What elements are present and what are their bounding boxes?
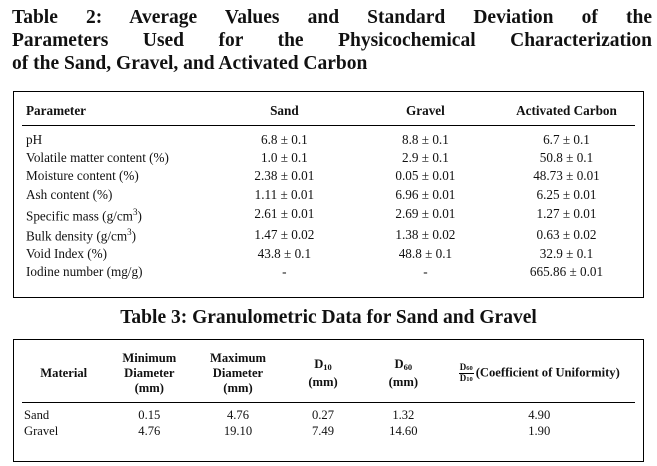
header-line: Diameter	[124, 366, 175, 380]
header-unit: (mm)	[388, 375, 419, 389]
table3	[22, 347, 635, 439]
parameter-text: Specific mass (g/cm	[26, 207, 133, 223]
table2-caption-line: Parameters Used for the Physicochemical Characterization	[12, 30, 652, 51]
gravel-cell: 2.69 ± 0.01	[395, 206, 456, 222]
coefficient-label: (Coefficient of Uniformity)	[475, 365, 620, 380]
carbon-cell: 48.73 ± 0.01	[533, 168, 600, 184]
sand-cell: 43.8 ± 0.1	[257, 246, 312, 262]
header-unit: (mm)	[308, 375, 338, 389]
header-line: Minimum	[122, 351, 177, 365]
table-row	[22, 204, 635, 224]
sand-cell: 2.38 ± 0.01	[254, 168, 315, 184]
table-row	[22, 224, 635, 244]
gravel-cell: 0.05 ± 0.01	[395, 168, 456, 184]
fraction-denominator	[459, 374, 474, 384]
header-line: (mm)	[223, 381, 253, 395]
sand-cell: -	[282, 264, 287, 280]
table3-caption: Table 3: Granulometric Data for Sand and Gravel	[120, 307, 537, 328]
carbon-cell: 6.7 ± 0.1	[543, 131, 590, 147]
table2	[22, 100, 635, 281]
superscript: 3	[132, 206, 138, 217]
table2-header-sand: Sand	[216, 100, 353, 126]
table2-caption-line: Table 2: Average Values and Standard Deviation of the	[12, 7, 652, 28]
table2-frame	[13, 91, 644, 298]
table2-header-carbon: Activated Carbon	[498, 100, 635, 126]
table3-frame	[13, 339, 644, 462]
gravel-cell: 48.8 ± 0.1	[398, 246, 453, 262]
coefficient-cell: 1.90	[528, 424, 551, 438]
fraction-symbol: D	[459, 362, 467, 372]
max-diameter-cell: 4.76	[226, 408, 249, 422]
sand-cell: 1.11 ± 0.01	[254, 186, 315, 202]
d60-cell: 14.60	[389, 424, 418, 438]
fraction-symbol: D	[459, 373, 467, 383]
d10-cell: 0.27	[311, 408, 335, 422]
parameter-cell: pH	[26, 131, 43, 147]
subscript: 60	[403, 362, 413, 372]
header-symbol: D	[314, 357, 324, 371]
material-cell: Sand	[24, 408, 50, 422]
table2-header-gravel: Gravel	[353, 100, 498, 126]
subscript: 10	[466, 376, 473, 383]
table-row	[22, 263, 635, 281]
d10-cell: 7.49	[311, 424, 335, 438]
sand-cell: 1.0 ± 0.1	[260, 150, 308, 166]
sand-cell: 1.47 ± 0.02	[254, 226, 315, 242]
parameter-cell: Volatile matter content (%)	[26, 150, 169, 166]
gravel-cell: 8.8 ± 0.1	[402, 131, 449, 147]
d60-cell: 1.32	[392, 408, 415, 422]
table3-header-min-diameter	[105, 347, 193, 403]
carbon-cell: 0.63 ± 0.02	[536, 226, 597, 242]
carbon-cell: 1.27 ± 0.01	[536, 206, 597, 222]
subscript: 10	[323, 362, 332, 372]
min-diameter-cell: 4.76	[138, 424, 161, 438]
sand-cell: 6.8 ± 0.1	[260, 131, 308, 147]
table-row	[22, 244, 635, 262]
superscript: 3	[127, 226, 132, 237]
parameter-cell: Void Index (%)	[26, 246, 108, 262]
parameter-cell	[22, 204, 216, 224]
coefficient-cell: 4.90	[528, 408, 551, 422]
table3-header-row	[22, 347, 635, 403]
carbon-cell: 50.8 ± 0.1	[539, 150, 594, 166]
d60-over-d10-fraction	[459, 363, 474, 384]
table2-header-parameter: Parameter	[22, 100, 216, 126]
parameter-cell: Iodine number (mg/g)	[26, 264, 143, 280]
header-line: Diameter	[212, 366, 264, 380]
max-diameter-cell: 19.10	[223, 424, 253, 438]
table2-header-row	[22, 100, 635, 126]
table2-caption-line: of the Sand, Gravel, and Activated Carbon	[12, 53, 368, 74]
table3-header-max-diameter	[193, 347, 283, 403]
parameter-cell: Moisture content (%)	[26, 168, 139, 184]
carbon-cell: 6.25 ± 0.01	[536, 186, 597, 202]
table3-header-d10	[283, 347, 363, 403]
sand-cell: 2.61 ± 0.01	[254, 206, 315, 222]
header-symbol: D	[394, 357, 404, 371]
table-row	[22, 126, 635, 149]
gravel-cell: -	[423, 264, 428, 280]
table2-caption	[12, 6, 652, 75]
table-row	[22, 167, 635, 185]
table3-header-d60	[363, 347, 443, 403]
parameter-cell	[22, 224, 216, 244]
parameter-text-end: )	[137, 207, 142, 223]
header-line: Maximum	[210, 351, 266, 365]
carbon-cell: 665.86 ± 0.01	[529, 264, 604, 280]
table-row	[22, 423, 635, 439]
parameter-text-end: )	[131, 228, 137, 244]
table3-header-material: Material	[22, 347, 105, 403]
min-diameter-cell: 0.15	[138, 408, 161, 422]
material-cell: Gravel	[24, 424, 59, 438]
gravel-cell: 1.38 ± 0.02	[395, 226, 456, 242]
table-row	[22, 185, 635, 203]
carbon-cell: 32.9 ± 0.1	[539, 246, 594, 262]
parameter-text: Bulk density (g/cm	[26, 228, 128, 244]
gravel-cell: 6.96 ± 0.01	[395, 186, 456, 202]
table3-header-coefficient	[444, 347, 635, 403]
subscript: 60	[466, 365, 473, 372]
gravel-cell: 2.9 ± 0.1	[402, 150, 449, 166]
table-row	[22, 148, 635, 166]
header-line: (mm)	[134, 381, 164, 395]
parameter-cell: Ash content (%)	[26, 186, 113, 202]
table-row	[22, 403, 635, 424]
